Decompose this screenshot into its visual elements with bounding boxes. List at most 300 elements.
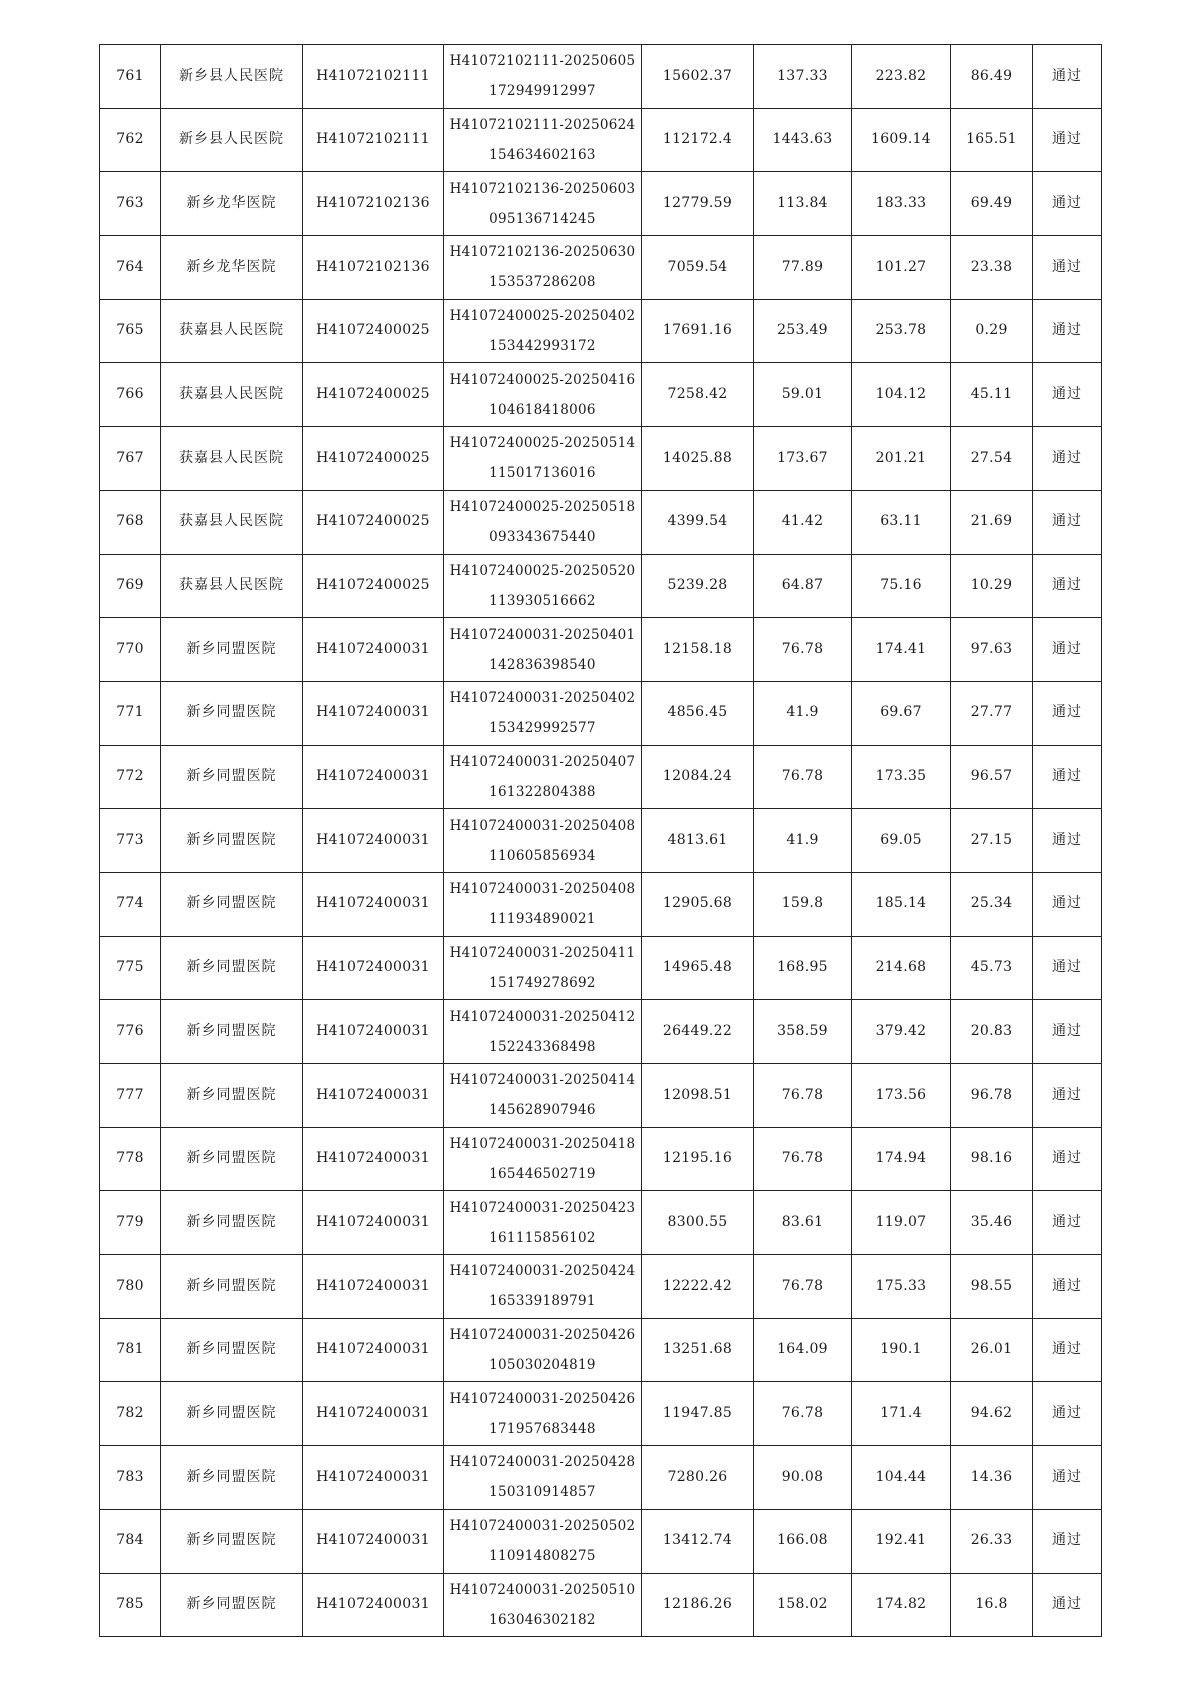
amount-a-cell: 59.01 bbox=[754, 363, 852, 427]
settlement-id-cell bbox=[444, 236, 642, 300]
status-cell: 通过 bbox=[1033, 363, 1102, 427]
hospital-code-cell: H41072400031 bbox=[303, 1000, 444, 1064]
table-row bbox=[100, 363, 1102, 427]
settlement-id-line-2: 145628907946 bbox=[489, 1102, 596, 1119]
hospital-code-cell: H41072400031 bbox=[303, 1255, 444, 1319]
amount-a-cell: 166.08 bbox=[754, 1509, 852, 1573]
settlement-id-cell bbox=[444, 299, 642, 363]
table-row bbox=[100, 745, 1102, 809]
status-cell: 通过 bbox=[1033, 1000, 1102, 1064]
settlement-id-line-2: 105030204819 bbox=[489, 1357, 596, 1374]
hospital-code-cell: H41072400031 bbox=[303, 1382, 444, 1446]
settlement-id-cell bbox=[444, 745, 642, 809]
amount-a-cell: 253.49 bbox=[754, 299, 852, 363]
table-row bbox=[100, 618, 1102, 682]
total-amount-cell: 17691.16 bbox=[642, 299, 754, 363]
hospital-name-cell: 新乡同盟医院 bbox=[161, 1318, 303, 1382]
hospital-name-cell: 新乡同盟医院 bbox=[161, 745, 303, 809]
row-number-cell: 778 bbox=[100, 1127, 161, 1191]
settlement-id-cell bbox=[444, 1127, 642, 1191]
settlement-id-cell bbox=[444, 809, 642, 873]
status-cell: 通过 bbox=[1033, 299, 1102, 363]
amount-b-cell: 174.41 bbox=[852, 618, 951, 682]
row-number-cell: 761 bbox=[100, 45, 161, 109]
difference-cell: 26.01 bbox=[951, 1318, 1033, 1382]
total-amount-cell: 7059.54 bbox=[642, 236, 754, 300]
settlement-id-cell bbox=[444, 108, 642, 172]
difference-cell: 45.11 bbox=[951, 363, 1033, 427]
hospital-name-cell: 新乡同盟医院 bbox=[161, 681, 303, 745]
settlement-id-line-2: 172949912997 bbox=[489, 83, 596, 100]
amount-a-cell: 1443.63 bbox=[754, 108, 852, 172]
total-amount-cell: 13251.68 bbox=[642, 1318, 754, 1382]
hospital-name-cell: 新乡同盟医院 bbox=[161, 936, 303, 1000]
settlement-id-cell bbox=[444, 554, 642, 618]
hospital-name-cell: 新乡同盟医院 bbox=[161, 1064, 303, 1128]
settlement-id-cell bbox=[444, 427, 642, 491]
hospital-code-cell: H41072400031 bbox=[303, 681, 444, 745]
difference-cell: 14.36 bbox=[951, 1446, 1033, 1510]
settlement-id-line-1: H41072400031-20250423 bbox=[449, 1199, 636, 1216]
hospital-name-cell: 新乡同盟医院 bbox=[161, 1509, 303, 1573]
hospital-name-cell: 新乡同盟医院 bbox=[161, 1573, 303, 1637]
settlement-id-cell bbox=[444, 1382, 642, 1446]
status-cell: 通过 bbox=[1033, 745, 1102, 809]
difference-cell: 86.49 bbox=[951, 45, 1033, 109]
amount-b-cell: 63.11 bbox=[852, 490, 951, 554]
settlement-id-cell bbox=[444, 618, 642, 682]
table-row bbox=[100, 299, 1102, 363]
row-number-cell: 780 bbox=[100, 1255, 161, 1319]
amount-a-cell: 41.42 bbox=[754, 490, 852, 554]
settlement-table bbox=[99, 44, 1102, 1637]
amount-b-cell: 69.05 bbox=[852, 809, 951, 873]
amount-a-cell: 159.8 bbox=[754, 872, 852, 936]
amount-b-cell: 190.1 bbox=[852, 1318, 951, 1382]
amount-b-cell: 171.4 bbox=[852, 1382, 951, 1446]
amount-b-cell: 1609.14 bbox=[852, 108, 951, 172]
total-amount-cell: 8300.55 bbox=[642, 1191, 754, 1255]
hospital-code-cell: H41072400031 bbox=[303, 1509, 444, 1573]
row-number-cell: 782 bbox=[100, 1382, 161, 1446]
hospital-code-cell: H41072400031 bbox=[303, 809, 444, 873]
difference-cell: 35.46 bbox=[951, 1191, 1033, 1255]
hospital-name-cell: 新乡龙华医院 bbox=[161, 236, 303, 300]
row-number-cell: 784 bbox=[100, 1509, 161, 1573]
status-cell: 通过 bbox=[1033, 1064, 1102, 1128]
table-row bbox=[100, 1318, 1102, 1382]
amount-b-cell: 175.33 bbox=[852, 1255, 951, 1319]
settlement-id-line-1: H41072400031-20250407 bbox=[449, 753, 636, 770]
settlement-id-line-1: H41072102136-20250603 bbox=[449, 180, 636, 197]
amount-a-cell: 137.33 bbox=[754, 45, 852, 109]
status-cell: 通过 bbox=[1033, 1318, 1102, 1382]
settlement-id-cell bbox=[444, 1255, 642, 1319]
difference-cell: 27.15 bbox=[951, 809, 1033, 873]
row-number-cell: 776 bbox=[100, 1000, 161, 1064]
row-number-cell: 767 bbox=[100, 427, 161, 491]
row-number-cell: 779 bbox=[100, 1191, 161, 1255]
table-row bbox=[100, 172, 1102, 236]
amount-a-cell: 76.78 bbox=[754, 618, 852, 682]
amount-a-cell: 76.78 bbox=[754, 1127, 852, 1191]
hospital-name-cell: 新乡同盟医院 bbox=[161, 1382, 303, 1446]
amount-b-cell: 101.27 bbox=[852, 236, 951, 300]
settlement-id-line-2: 093343675440 bbox=[489, 529, 596, 546]
row-number-cell: 764 bbox=[100, 236, 161, 300]
settlement-id-line-2: 153429992577 bbox=[489, 720, 596, 737]
amount-b-cell: 223.82 bbox=[852, 45, 951, 109]
total-amount-cell: 12186.26 bbox=[642, 1573, 754, 1637]
settlement-id-line-1: H41072400025-20250520 bbox=[449, 562, 636, 579]
hospital-code-cell: H41072102136 bbox=[303, 172, 444, 236]
amount-b-cell: 185.14 bbox=[852, 872, 951, 936]
table-row bbox=[100, 45, 1102, 109]
total-amount-cell: 15602.37 bbox=[642, 45, 754, 109]
settlement-id-line-1: H41072400025-20250514 bbox=[449, 435, 636, 452]
total-amount-cell: 14965.48 bbox=[642, 936, 754, 1000]
hospital-code-cell: H41072400031 bbox=[303, 872, 444, 936]
table-row bbox=[100, 490, 1102, 554]
settlement-id-cell bbox=[444, 872, 642, 936]
status-cell: 通过 bbox=[1033, 809, 1102, 873]
table-row bbox=[100, 554, 1102, 618]
amount-a-cell: 158.02 bbox=[754, 1573, 852, 1637]
status-cell: 通过 bbox=[1033, 236, 1102, 300]
settlement-id-line-1: H41072400025-20250416 bbox=[449, 371, 636, 388]
settlement-id-line-2: 165446502719 bbox=[489, 1166, 596, 1183]
row-number-cell: 774 bbox=[100, 872, 161, 936]
settlement-id-cell bbox=[444, 1446, 642, 1510]
table-row bbox=[100, 1509, 1102, 1573]
total-amount-cell: 7280.26 bbox=[642, 1446, 754, 1510]
settlement-id-cell bbox=[444, 490, 642, 554]
amount-a-cell: 77.89 bbox=[754, 236, 852, 300]
amount-b-cell: 173.56 bbox=[852, 1064, 951, 1128]
hospital-name-cell: 新乡龙华医院 bbox=[161, 172, 303, 236]
status-cell: 通过 bbox=[1033, 1573, 1102, 1637]
hospital-name-cell: 获嘉县人民医院 bbox=[161, 490, 303, 554]
total-amount-cell: 4856.45 bbox=[642, 681, 754, 745]
settlement-id-line-1: H41072102111-20250605 bbox=[449, 53, 636, 70]
status-cell: 通过 bbox=[1033, 872, 1102, 936]
table-row bbox=[100, 1446, 1102, 1510]
settlement-id-line-2: 153537286208 bbox=[489, 274, 596, 291]
settlement-id-line-1: H41072400031-20250426 bbox=[449, 1327, 636, 1344]
status-cell: 通过 bbox=[1033, 681, 1102, 745]
status-cell: 通过 bbox=[1033, 108, 1102, 172]
difference-cell: 25.34 bbox=[951, 872, 1033, 936]
hospital-name-cell: 获嘉县人民医院 bbox=[161, 554, 303, 618]
settlement-id-line-1: H41072102111-20250624 bbox=[449, 117, 636, 134]
status-cell: 通过 bbox=[1033, 1382, 1102, 1446]
amount-a-cell: 173.67 bbox=[754, 427, 852, 491]
settlement-id-line-1: H41072400031-20250502 bbox=[449, 1518, 636, 1535]
difference-cell: 98.16 bbox=[951, 1127, 1033, 1191]
amount-b-cell: 192.41 bbox=[852, 1509, 951, 1573]
total-amount-cell: 112172.4 bbox=[642, 108, 754, 172]
settlement-id-line-2: 110914808275 bbox=[489, 1548, 596, 1565]
table-row bbox=[100, 1000, 1102, 1064]
amount-a-cell: 64.87 bbox=[754, 554, 852, 618]
settlement-id-line-1: H41072102136-20250630 bbox=[449, 244, 636, 261]
difference-cell: 165.51 bbox=[951, 108, 1033, 172]
difference-cell: 96.78 bbox=[951, 1064, 1033, 1128]
settlement-id-cell bbox=[444, 1191, 642, 1255]
table-row bbox=[100, 1127, 1102, 1191]
settlement-id-line-2: 151749278692 bbox=[489, 974, 596, 991]
hospital-code-cell: H41072400031 bbox=[303, 1446, 444, 1510]
amount-a-cell: 358.59 bbox=[754, 1000, 852, 1064]
difference-cell: 45.73 bbox=[951, 936, 1033, 1000]
row-number-cell: 775 bbox=[100, 936, 161, 1000]
row-number-cell: 785 bbox=[100, 1573, 161, 1637]
amount-b-cell: 253.78 bbox=[852, 299, 951, 363]
amount-a-cell: 76.78 bbox=[754, 1382, 852, 1446]
total-amount-cell: 12779.59 bbox=[642, 172, 754, 236]
difference-cell: 27.77 bbox=[951, 681, 1033, 745]
settlement-id-line-1: H41072400031-20250424 bbox=[449, 1263, 636, 1280]
settlement-id-line-2: 154634602163 bbox=[489, 147, 596, 164]
settlement-id-line-2: 110605856934 bbox=[489, 847, 596, 864]
settlement-id-cell bbox=[444, 681, 642, 745]
status-cell: 通过 bbox=[1033, 427, 1102, 491]
amount-b-cell: 104.12 bbox=[852, 363, 951, 427]
row-number-cell: 771 bbox=[100, 681, 161, 745]
hospital-code-cell: H41072102111 bbox=[303, 108, 444, 172]
hospital-name-cell: 新乡县人民医院 bbox=[161, 45, 303, 109]
hospital-code-cell: H41072400025 bbox=[303, 363, 444, 427]
total-amount-cell: 11947.85 bbox=[642, 1382, 754, 1446]
total-amount-cell: 12084.24 bbox=[642, 745, 754, 809]
amount-a-cell: 113.84 bbox=[754, 172, 852, 236]
hospital-name-cell: 获嘉县人民医院 bbox=[161, 363, 303, 427]
hospital-name-cell: 新乡同盟医院 bbox=[161, 1446, 303, 1510]
table-row bbox=[100, 1573, 1102, 1637]
hospital-code-cell: H41072400031 bbox=[303, 1318, 444, 1382]
difference-cell: 26.33 bbox=[951, 1509, 1033, 1573]
row-number-cell: 770 bbox=[100, 618, 161, 682]
amount-a-cell: 76.78 bbox=[754, 1255, 852, 1319]
difference-cell: 10.29 bbox=[951, 554, 1033, 618]
status-cell: 通过 bbox=[1033, 490, 1102, 554]
amount-b-cell: 214.68 bbox=[852, 936, 951, 1000]
row-number-cell: 777 bbox=[100, 1064, 161, 1128]
hospital-code-cell: H41072400031 bbox=[303, 745, 444, 809]
hospital-name-cell: 新乡同盟医院 bbox=[161, 1000, 303, 1064]
row-number-cell: 763 bbox=[100, 172, 161, 236]
amount-a-cell: 76.78 bbox=[754, 1064, 852, 1128]
status-cell: 通过 bbox=[1033, 1191, 1102, 1255]
hospital-code-cell: H41072400031 bbox=[303, 936, 444, 1000]
difference-cell: 94.62 bbox=[951, 1382, 1033, 1446]
status-cell: 通过 bbox=[1033, 554, 1102, 618]
total-amount-cell: 12098.51 bbox=[642, 1064, 754, 1128]
settlement-id-line-2: 152243368498 bbox=[489, 1038, 596, 1055]
amount-b-cell: 75.16 bbox=[852, 554, 951, 618]
amount-a-cell: 41.9 bbox=[754, 681, 852, 745]
difference-cell: 0.29 bbox=[951, 299, 1033, 363]
amount-b-cell: 174.94 bbox=[852, 1127, 951, 1191]
amount-b-cell: 119.07 bbox=[852, 1191, 951, 1255]
hospital-name-cell: 获嘉县人民医院 bbox=[161, 299, 303, 363]
table-row bbox=[100, 236, 1102, 300]
settlement-id-line-2: 115017136016 bbox=[489, 465, 596, 482]
hospital-name-cell: 新乡同盟医院 bbox=[161, 1127, 303, 1191]
settlement-id-line-2: 113930516662 bbox=[489, 592, 596, 609]
row-number-cell: 773 bbox=[100, 809, 161, 873]
settlement-id-line-2: 150310914857 bbox=[489, 1484, 596, 1501]
row-number-cell: 768 bbox=[100, 490, 161, 554]
settlement-id-line-1: H41072400031-20250401 bbox=[449, 626, 636, 643]
amount-a-cell: 90.08 bbox=[754, 1446, 852, 1510]
hospital-code-cell: H41072102111 bbox=[303, 45, 444, 109]
status-cell: 通过 bbox=[1033, 1446, 1102, 1510]
table-row bbox=[100, 427, 1102, 491]
settlement-id-line-2: 111934890021 bbox=[489, 911, 596, 928]
difference-cell: 20.83 bbox=[951, 1000, 1033, 1064]
settlement-id-cell bbox=[444, 936, 642, 1000]
hospital-name-cell: 新乡同盟医院 bbox=[161, 1255, 303, 1319]
row-number-cell: 781 bbox=[100, 1318, 161, 1382]
total-amount-cell: 12905.68 bbox=[642, 872, 754, 936]
hospital-code-cell: H41072400031 bbox=[303, 1127, 444, 1191]
settlement-id-line-2: 171957683448 bbox=[489, 1420, 596, 1437]
total-amount-cell: 26449.22 bbox=[642, 1000, 754, 1064]
settlement-id-line-2: 142836398540 bbox=[489, 656, 596, 673]
total-amount-cell: 12158.18 bbox=[642, 618, 754, 682]
settlement-id-line-1: H41072400031-20250428 bbox=[449, 1454, 636, 1471]
settlement-id-line-1: H41072400025-20250402 bbox=[449, 308, 636, 325]
amount-a-cell: 41.9 bbox=[754, 809, 852, 873]
row-number-cell: 772 bbox=[100, 745, 161, 809]
settlement-id-cell bbox=[444, 1318, 642, 1382]
settlement-id-cell bbox=[444, 1064, 642, 1128]
hospital-code-cell: H41072400031 bbox=[303, 1573, 444, 1637]
settlement-id-line-2: 104618418006 bbox=[489, 401, 596, 418]
table-row bbox=[100, 1064, 1102, 1128]
hospital-name-cell: 新乡县人民医院 bbox=[161, 108, 303, 172]
status-cell: 通过 bbox=[1033, 45, 1102, 109]
hospital-name-cell: 获嘉县人民医院 bbox=[161, 427, 303, 491]
hospital-code-cell: H41072400025 bbox=[303, 554, 444, 618]
status-cell: 通过 bbox=[1033, 1509, 1102, 1573]
settlement-id-line-2: 161322804388 bbox=[489, 783, 596, 800]
table-row bbox=[100, 936, 1102, 1000]
settlement-id-cell bbox=[444, 172, 642, 236]
amount-a-cell: 168.95 bbox=[754, 936, 852, 1000]
settlement-id-cell bbox=[444, 1000, 642, 1064]
difference-cell: 97.63 bbox=[951, 618, 1033, 682]
amount-b-cell: 183.33 bbox=[852, 172, 951, 236]
settlement-id-cell bbox=[444, 363, 642, 427]
hospital-code-cell: H41072102136 bbox=[303, 236, 444, 300]
status-cell: 通过 bbox=[1033, 936, 1102, 1000]
settlement-id-line-1: H41072400031-20250510 bbox=[449, 1581, 636, 1598]
settlement-id-line-1: H41072400031-20250402 bbox=[449, 690, 636, 707]
amount-b-cell: 174.82 bbox=[852, 1573, 951, 1637]
hospital-code-cell: H41072400031 bbox=[303, 1191, 444, 1255]
row-number-cell: 769 bbox=[100, 554, 161, 618]
table-row bbox=[100, 681, 1102, 745]
total-amount-cell: 4813.61 bbox=[642, 809, 754, 873]
difference-cell: 27.54 bbox=[951, 427, 1033, 491]
settlement-id-cell bbox=[444, 1573, 642, 1637]
settlement-id-line-2: 165339189791 bbox=[489, 1293, 596, 1310]
row-number-cell: 762 bbox=[100, 108, 161, 172]
table-row bbox=[100, 1382, 1102, 1446]
difference-cell: 21.69 bbox=[951, 490, 1033, 554]
status-cell: 通过 bbox=[1033, 172, 1102, 236]
total-amount-cell: 5239.28 bbox=[642, 554, 754, 618]
amount-a-cell: 164.09 bbox=[754, 1318, 852, 1382]
difference-cell: 69.49 bbox=[951, 172, 1033, 236]
hospital-code-cell: H41072400031 bbox=[303, 1064, 444, 1128]
total-amount-cell: 7258.42 bbox=[642, 363, 754, 427]
status-cell: 通过 bbox=[1033, 1255, 1102, 1319]
settlement-id-line-1: H41072400031-20250408 bbox=[449, 881, 636, 898]
difference-cell: 23.38 bbox=[951, 236, 1033, 300]
table-body bbox=[100, 45, 1102, 1637]
settlement-id-line-1: H41072400031-20250426 bbox=[449, 1390, 636, 1407]
hospital-code-cell: H41072400025 bbox=[303, 490, 444, 554]
table-row bbox=[100, 1255, 1102, 1319]
settlement-id-cell bbox=[444, 1509, 642, 1573]
table-row bbox=[100, 1191, 1102, 1255]
amount-b-cell: 379.42 bbox=[852, 1000, 951, 1064]
table-row bbox=[100, 809, 1102, 873]
difference-cell: 98.55 bbox=[951, 1255, 1033, 1319]
difference-cell: 96.57 bbox=[951, 745, 1033, 809]
table-row bbox=[100, 872, 1102, 936]
difference-cell: 16.8 bbox=[951, 1573, 1033, 1637]
settlement-id-line-1: H41072400031-20250412 bbox=[449, 1008, 636, 1025]
hospital-name-cell: 新乡同盟医院 bbox=[161, 872, 303, 936]
amount-a-cell: 83.61 bbox=[754, 1191, 852, 1255]
table-row bbox=[100, 108, 1102, 172]
amount-b-cell: 201.21 bbox=[852, 427, 951, 491]
settlement-id-line-1: H41072400031-20250418 bbox=[449, 1136, 636, 1153]
total-amount-cell: 13412.74 bbox=[642, 1509, 754, 1573]
row-number-cell: 766 bbox=[100, 363, 161, 427]
settlement-id-line-1: H41072400031-20250411 bbox=[449, 944, 636, 961]
settlement-id-line-1: H41072400031-20250408 bbox=[449, 817, 636, 834]
settlement-id-line-2: 163046302182 bbox=[489, 1611, 596, 1628]
amount-b-cell: 173.35 bbox=[852, 745, 951, 809]
hospital-code-cell: H41072400025 bbox=[303, 427, 444, 491]
status-cell: 通过 bbox=[1033, 1127, 1102, 1191]
settlement-id-line-2: 161115856102 bbox=[489, 1229, 596, 1246]
row-number-cell: 783 bbox=[100, 1446, 161, 1510]
total-amount-cell: 12195.16 bbox=[642, 1127, 754, 1191]
hospital-name-cell: 新乡同盟医院 bbox=[161, 809, 303, 873]
status-cell: 通过 bbox=[1033, 618, 1102, 682]
hospital-name-cell: 新乡同盟医院 bbox=[161, 618, 303, 682]
row-number-cell: 765 bbox=[100, 299, 161, 363]
settlement-id-line-1: H41072400025-20250518 bbox=[449, 499, 636, 516]
amount-b-cell: 69.67 bbox=[852, 681, 951, 745]
amount-a-cell: 76.78 bbox=[754, 745, 852, 809]
settlement-id-line-1: H41072400031-20250414 bbox=[449, 1072, 636, 1089]
settlement-id-line-2: 153442993172 bbox=[489, 338, 596, 355]
total-amount-cell: 14025.88 bbox=[642, 427, 754, 491]
total-amount-cell: 4399.54 bbox=[642, 490, 754, 554]
hospital-name-cell: 新乡同盟医院 bbox=[161, 1191, 303, 1255]
settlement-id-cell bbox=[444, 45, 642, 109]
hospital-code-cell: H41072400025 bbox=[303, 299, 444, 363]
total-amount-cell: 12222.42 bbox=[642, 1255, 754, 1319]
settlement-id-line-2: 095136714245 bbox=[489, 210, 596, 227]
